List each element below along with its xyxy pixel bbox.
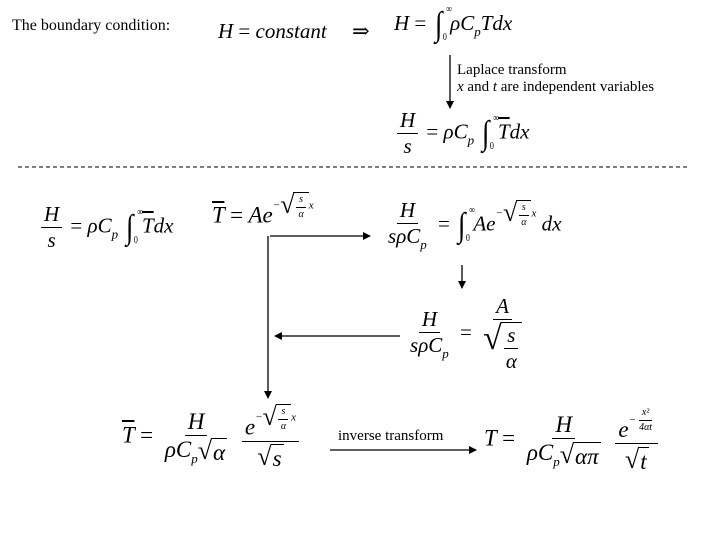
implies-arrow: ⇒ [352, 19, 370, 43]
integral-sign: ∫ ∞ 0 [482, 112, 500, 152]
transformed-heat-equation: $\frac{H}{s}$ = $\rho C_p$ ∫ ∞ 0 $\overline{T}dx$ [394, 110, 529, 157]
time-domain-solution: T = H $\rho C_p$ √ απ e− $\frac{\text{x²}}{4\alpha t}$ √ t [484, 408, 661, 473]
H-over-rho-Cp-sqrt-alpha-fraction: H $\rho C_p$ √ α [164, 408, 226, 466]
equals-sign: = [414, 10, 427, 35]
T-bar-symbol: $\overline{T}$ [212, 202, 225, 228]
H-symbol: H [394, 10, 410, 35]
H-symbol: H [218, 19, 234, 43]
laplace-label-line2: x and t are independent variables [457, 79, 655, 96]
inverse-transform-label: inverse transform [338, 428, 444, 444]
exponent-minus-sqrt-s-over-alpha-x: − √ $\frac{s}{\alpha}$ x [495, 198, 537, 228]
temperature-solution-form: $\overline{T} = Ae-$ √ $\frac{s}{\alpha}$ x [212, 190, 314, 228]
p-subscript: p [474, 23, 481, 39]
laplace-domain-solution: $\overline{T}$ = H $\rho C_p$ √ α e− √ $\frac{s}{\alpha}$ x √ s [122, 404, 302, 470]
T-symbol: T [480, 10, 493, 35]
dx-symbol: dx [492, 10, 513, 35]
H-over-s-rho-Cp-fraction: $\frac{H}{s\rho C_p}$ [388, 198, 427, 253]
constant-A-equation: $\frac{H}{s\rho C_p}$ = A √ $\frac{s}{\alpha}$ [404, 296, 528, 372]
H-over-s-fraction: $\frac{H}{s}$ [41, 204, 62, 251]
boundary-constant-equation [218, 21, 327, 42]
H-over-rho-Cp-sqrt-alpha-pi-fraction: H $\rho C_p$ √ απ [526, 411, 599, 469]
laplace-label-line1: Laplace transform [457, 62, 567, 78]
A-over-sqrt-s-over-alpha-fraction: A √ $\frac{s}{\alpha}$ [480, 296, 525, 372]
T-symbol: T [484, 425, 497, 451]
exponential-over-sqrt-s-fraction: e− √ $\frac{s}{\alpha}$ x √ s [242, 404, 299, 470]
rho-symbol: ρ [450, 10, 461, 35]
transformed-heat-equation-repeat: $\frac{H}{s}$ = $\rho C_p$ ∫ ∞ 0 $\overline{T}dx$ [38, 204, 173, 251]
integral-sign: ∫ ∞ 0 [458, 204, 475, 244]
e-symbol: e [262, 202, 273, 228]
constant-word: constant [255, 19, 327, 43]
exponent-minus-sqrt-s-over-alpha-x: − √ $\frac{s}{\alpha}$ x [272, 190, 314, 220]
equals-sign: = [238, 19, 251, 43]
H-over-s-fraction: $\frac{H}{s}$ [397, 110, 418, 157]
C-symbol: C [460, 10, 475, 35]
integral-sign: ∫ ∞ 0 [434, 4, 452, 43]
T-bar-symbol: $\overline{T}$ [497, 119, 510, 144]
substituted-integral-equation: $\frac{H}{s\rho C_p}$ = ∫ ∞ 0 Ae− √ $\frac{s}{\alpha}$ x dx [382, 200, 561, 251]
boundary-condition-label: The boundary condition: [12, 17, 171, 34]
A-symbol: A [248, 202, 263, 228]
heat-integral-equation [394, 4, 513, 43]
laplace-label [457, 62, 654, 97]
gaussian-over-sqrt-t-fraction: e− $\frac{\text{x²}}{4\alpha t}$ √ t [615, 408, 658, 473]
integral-sign: ∫ ∞ 0 [126, 206, 144, 246]
H-over-s-rho-Cp-fraction: $\frac{H}{s\rho C_p}$ [410, 306, 449, 361]
